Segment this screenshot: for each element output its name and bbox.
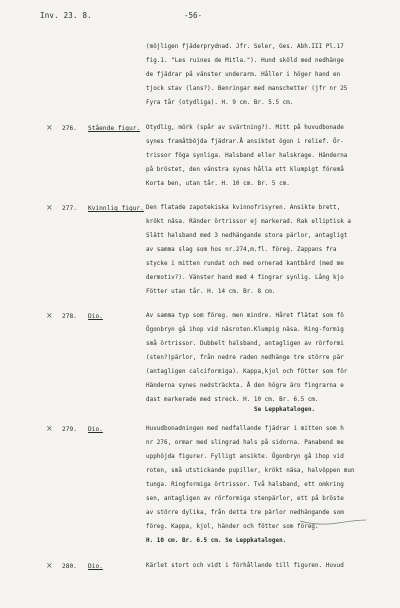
entry-line: upphöjda figurer. Fylligt ansikte. Ögonbryn gå ihop vid xyxy=(146,454,344,460)
entry-line: dast markerade med streck. H. 10 cm. Br. 6.5 cm. xyxy=(146,397,319,403)
entry-title: Dio. xyxy=(88,426,103,433)
continuation-line: tjock stav (lans?). Benringar med manschetter (jfr nr 25 xyxy=(146,86,348,92)
entry-line: föreg. Kappa, kjol, händer och fötter som föreg. xyxy=(146,524,319,530)
entry-title: Stående figur. xyxy=(88,125,141,132)
entry-line: Den flatade zapotekiska kvinnofrisyren. Ansikte brett, xyxy=(146,205,341,211)
check-mark: × xyxy=(46,424,53,433)
entry-line: Händerna synes nedsträckta. Å den högra äro fingrarna e xyxy=(146,383,344,389)
entry-title: Kvinnlig figur. xyxy=(88,205,144,212)
entry-line: Otydlig, mörk (spår av svärtning?). Mitt på huvudbonade xyxy=(146,125,344,131)
entry-line: (sten?)pärlor, från nedre raden nedhänge tre större pär xyxy=(146,355,344,361)
entry-line: trissor föga synliga. Halsband eller halskrage. Händerna xyxy=(146,153,348,159)
entry-line: sen, antagligen av rörformiga stenpärlor, ett på bröste xyxy=(146,496,344,502)
entry-line: av samma slag som hos nr.274,m.fl. föreg. Zappans fra xyxy=(146,247,337,253)
entry-line: nr 276, ormar med slingrad hals på sidorna. Panabend me xyxy=(146,440,344,446)
entry-line: dermotiv?). Vänster hand med 4 fingrar synlig. Lång kjo xyxy=(146,275,344,281)
entry-number: 280. xyxy=(62,563,77,570)
continuation-line: (möjligen fjäderprydnad. Jfr. Seler, Ges. Abh.III Pl.17 xyxy=(146,44,344,50)
entry-line: (antagligen calciformiga). Kappa,kjol och fötter som för xyxy=(146,369,348,375)
entry-line: små örtrissor. Dubbelt halsband, antagligen av rörformi xyxy=(146,341,344,347)
catalog-reference: Se Leppkatalogen. xyxy=(254,407,316,413)
entry-line: på bröstet, den vänstra synes hålla ett klumpigt föremå xyxy=(146,167,344,173)
entry-title: Dio. xyxy=(88,313,103,320)
continuation-line: fig.1. "Les ruines de Mitla."). Hund sköld med nedhänge xyxy=(146,58,344,64)
entry-line: Korta ben, utan tår. H. 10 cm. Br. 5 cm. xyxy=(146,181,290,187)
entry-line: Av samma typ som föreg. men mindre. Håret flätat som fö xyxy=(146,313,344,319)
entry-line: tunga. Ringformiga örtrissor. Två halsband, ett omkring xyxy=(146,482,344,488)
continuation-line: de fjädrar på vänster underarm. Håller i höger hand en xyxy=(146,72,341,78)
entry-line: krökt näsa. Ränder örtrissor ej markerad. Rak elliptisk a xyxy=(146,219,351,225)
entry-number: 279. xyxy=(62,426,77,433)
entry-number: 278. xyxy=(62,313,77,320)
entry-title: Dio. xyxy=(88,563,103,570)
inventory-number: Inv. 23. 8. xyxy=(40,11,92,20)
entry-line: roten, små utstickande pupiller, krökt näsa, halvöppen mun xyxy=(146,468,355,474)
entry-line: Ögonbryn gå ihop vid näsroten.Klumpig näsa. Ring-formig xyxy=(146,327,344,333)
entry-line: synes framåtböjda fjädrar.Å ansiktet ögon i relief. Ör- xyxy=(146,139,344,145)
entry-number: 276. xyxy=(62,125,77,132)
pencil-underline-mark xyxy=(298,517,368,527)
entry-line: av större dylika, från detta tre pärlor nedhängande som xyxy=(146,510,344,516)
entry-line: stycke i mitten rundat och med ornerad kantbård (med me xyxy=(146,261,344,267)
check-mark: × xyxy=(46,203,53,212)
check-mark: × xyxy=(46,311,53,320)
check-mark: × xyxy=(46,123,53,132)
entry-line: Slätt halsband med 3 nedhängande stora pärlor, antagligt xyxy=(146,233,348,239)
page-header xyxy=(0,11,400,23)
entry-line: H. 10 cm. Br. 6.5 cm. Se Leppkatalogen. xyxy=(146,538,287,544)
continuation-line: Fyra tår (otydliga). H. 9 cm. Br. 5.5 cm. xyxy=(146,100,294,106)
check-mark: × xyxy=(46,561,53,570)
entry-number: 277. xyxy=(62,205,77,212)
entry-line: Fötter utan tår. H. 14 cm. Br. 8 cm. xyxy=(146,289,276,295)
page-number: -56- xyxy=(184,11,203,20)
entry-line: Huvudbonadningen med nedfallande fjädrar i mitten som h xyxy=(146,426,344,432)
entry-line: Kärlet stort och vidt i förhållande till figuren. Huvud xyxy=(146,563,344,569)
